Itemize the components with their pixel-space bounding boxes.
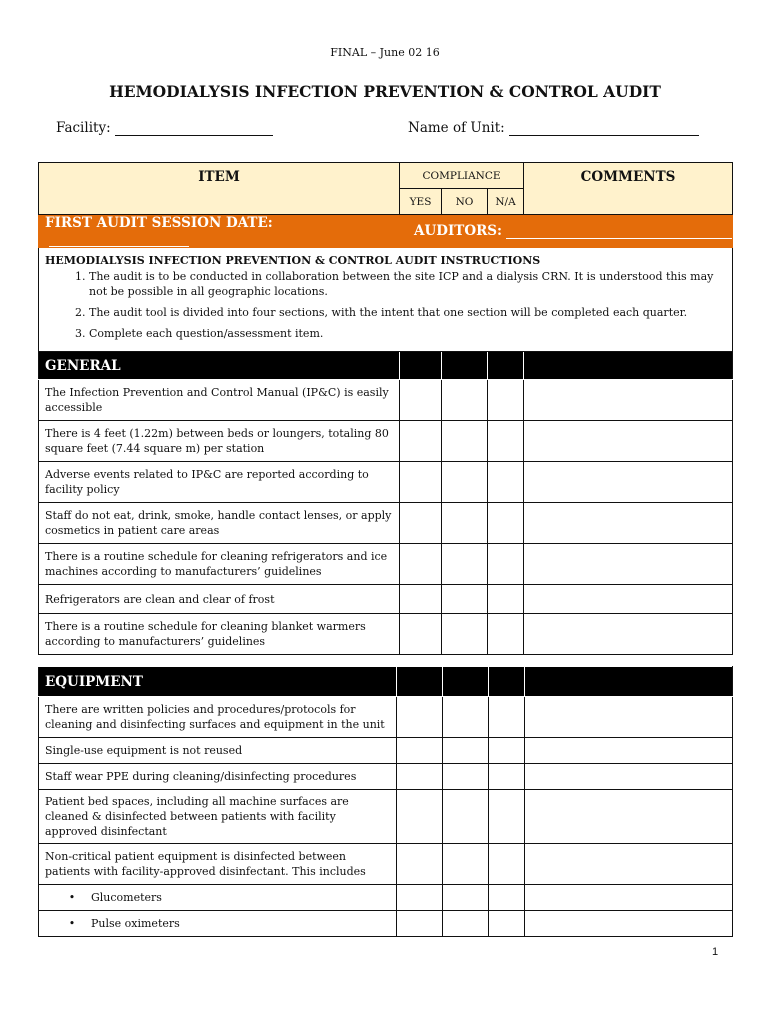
no-check-cell[interactable] [442, 503, 488, 544]
yes-column-header: YES [400, 189, 442, 215]
yes-check-cell[interactable] [400, 585, 442, 614]
audit-item: Non-critical patient equipment is disinfected between patients with facility-approved disinfectant. This includes [39, 844, 397, 885]
yes-check-cell[interactable] [400, 421, 442, 462]
audit-item: The Infection Prevention and Control Manual (IP&C) is easily accessible [39, 380, 400, 421]
no-check-cell[interactable] [442, 462, 488, 503]
unit-label: Name of Unit: [408, 120, 505, 136]
section-title-general: GENERAL [39, 352, 400, 380]
no-check-cell[interactable] [443, 885, 489, 911]
na-check-cell[interactable] [488, 462, 524, 503]
no-check-cell[interactable] [442, 421, 488, 462]
facility-label: Facility: [56, 120, 111, 136]
audit-item: Staff wear PPE during cleaning/disinfecting procedures [39, 764, 397, 790]
audit-item: There is 4 feet (1.22m) between beds or loungers, totaling 80 square feet (7.44 square m) per station [39, 421, 400, 462]
document-version: FINAL – June 02 16 [330, 46, 440, 59]
na-check-cell[interactable] [489, 911, 525, 937]
yes-check-cell[interactable] [397, 697, 443, 738]
yes-check-cell[interactable] [400, 544, 442, 585]
na-check-cell[interactable] [489, 790, 525, 844]
no-check-cell[interactable] [443, 764, 489, 790]
item-column-header: ITEM [39, 163, 400, 215]
na-check-cell[interactable] [488, 380, 524, 421]
facility-field [56, 120, 273, 136]
audit-item-bullet: • Pulse oximeters [39, 911, 397, 937]
audit-item: Single-use equipment is not reused [39, 738, 397, 764]
auditors-label: AUDITORS: [414, 223, 503, 239]
instruction-item: 2. The audit tool is divided into four sections, with the intent that one section will be completed each quarter. [89, 305, 726, 320]
audit-item: Refrigerators are clean and clear of frost [39, 585, 400, 614]
yes-check-cell[interactable] [397, 844, 443, 885]
no-check-cell[interactable] [442, 380, 488, 421]
yes-check-cell[interactable] [400, 503, 442, 544]
audit-item: Staff do not eat, drink, smoke, handle contact lenses, or apply cosmetics in patient care areas [39, 503, 400, 544]
na-check-cell[interactable] [488, 421, 524, 462]
na-check-cell[interactable] [488, 585, 524, 614]
yes-check-cell[interactable] [397, 911, 443, 937]
comment-cell[interactable] [524, 462, 733, 503]
unit-input-line[interactable] [509, 121, 699, 136]
na-check-cell[interactable] [489, 697, 525, 738]
na-check-cell[interactable] [489, 738, 525, 764]
comment-cell[interactable] [525, 844, 733, 885]
na-check-cell[interactable] [488, 503, 524, 544]
yes-check-cell[interactable] [397, 764, 443, 790]
no-column-header: NO [442, 189, 488, 215]
comment-cell[interactable] [525, 738, 733, 764]
compliance-header: COMPLIANCE [400, 163, 524, 189]
no-check-cell[interactable] [443, 911, 489, 937]
audit-table-general [38, 162, 733, 655]
page-number: 1 [712, 946, 719, 958]
comment-cell[interactable] [524, 380, 733, 421]
comment-cell[interactable] [524, 544, 733, 585]
comment-cell[interactable] [525, 790, 733, 844]
facility-input-line[interactable] [115, 121, 273, 136]
na-check-cell[interactable] [489, 885, 525, 911]
na-check-cell[interactable] [488, 614, 524, 655]
comment-cell[interactable] [524, 614, 733, 655]
comment-cell[interactable] [524, 503, 733, 544]
comment-cell[interactable] [525, 697, 733, 738]
auditors-cell[interactable] [400, 215, 733, 248]
unit-field [408, 120, 699, 136]
audit-item: Patient bed spaces, including all machine surfaces are cleaned & disinfected between patients with facility approved disinfectant [39, 790, 397, 844]
na-check-cell[interactable] [488, 544, 524, 585]
no-check-cell[interactable] [442, 614, 488, 655]
bullet-icon: • [68, 917, 76, 930]
no-check-cell[interactable] [443, 844, 489, 885]
yes-check-cell[interactable] [397, 885, 443, 911]
session-date-label: FIRST AUDIT SESSION DATE: [45, 215, 273, 231]
document-title: HEMODIALYSIS INFECTION PREVENTION & CONTROL AUDIT [109, 82, 661, 101]
comments-column-header: COMMENTS [524, 163, 733, 215]
comment-cell[interactable] [524, 421, 733, 462]
na-check-cell[interactable] [489, 764, 525, 790]
no-check-cell[interactable] [442, 544, 488, 585]
audit-item-bullet: • Glucometers [39, 885, 397, 911]
audit-item: Adverse events related to IP&C are reported according to facility policy [39, 462, 400, 503]
comment-cell[interactable] [524, 585, 733, 614]
instructions-title: HEMODIALYSIS INFECTION PREVENTION & CONTROL AUDIT INSTRUCTIONS [45, 254, 541, 267]
bullet-icon: • [68, 891, 76, 904]
na-column-header: N/A [488, 189, 524, 215]
yes-check-cell[interactable] [397, 738, 443, 764]
instruction-item: 1. The audit is to be conducted in collaboration between the site ICP and a dialysis CRN. It is understood this may not be possible in all geographic locations. [89, 269, 726, 299]
audit-table-equipment [38, 666, 733, 937]
yes-check-cell[interactable] [397, 790, 443, 844]
audit-item: There is a routine schedule for cleaning blanket warmers according to manufacturers’ guidelines [39, 614, 400, 655]
no-check-cell[interactable] [443, 738, 489, 764]
yes-check-cell[interactable] [400, 380, 442, 421]
yes-check-cell[interactable] [400, 614, 442, 655]
comment-cell[interactable] [525, 911, 733, 937]
instructions-list [45, 269, 726, 341]
session-date-cell[interactable] [39, 215, 400, 248]
na-check-cell[interactable] [489, 844, 525, 885]
instructions-block [39, 248, 733, 352]
audit-item: There are written policies and procedures/protocols for cleaning and disinfecting surfaces and equipment in the unit [39, 697, 397, 738]
comment-cell[interactable] [525, 764, 733, 790]
no-check-cell[interactable] [443, 697, 489, 738]
no-check-cell[interactable] [443, 790, 489, 844]
yes-check-cell[interactable] [400, 462, 442, 503]
comment-cell[interactable] [525, 885, 733, 911]
no-check-cell[interactable] [442, 585, 488, 614]
instruction-item: 3. Complete each question/assessment item. [89, 326, 726, 341]
audit-item: There is a routine schedule for cleaning refrigerators and ice machines according to manufacturers’ guidelines [39, 544, 400, 585]
section-title-equipment: EQUIPMENT [39, 667, 397, 697]
